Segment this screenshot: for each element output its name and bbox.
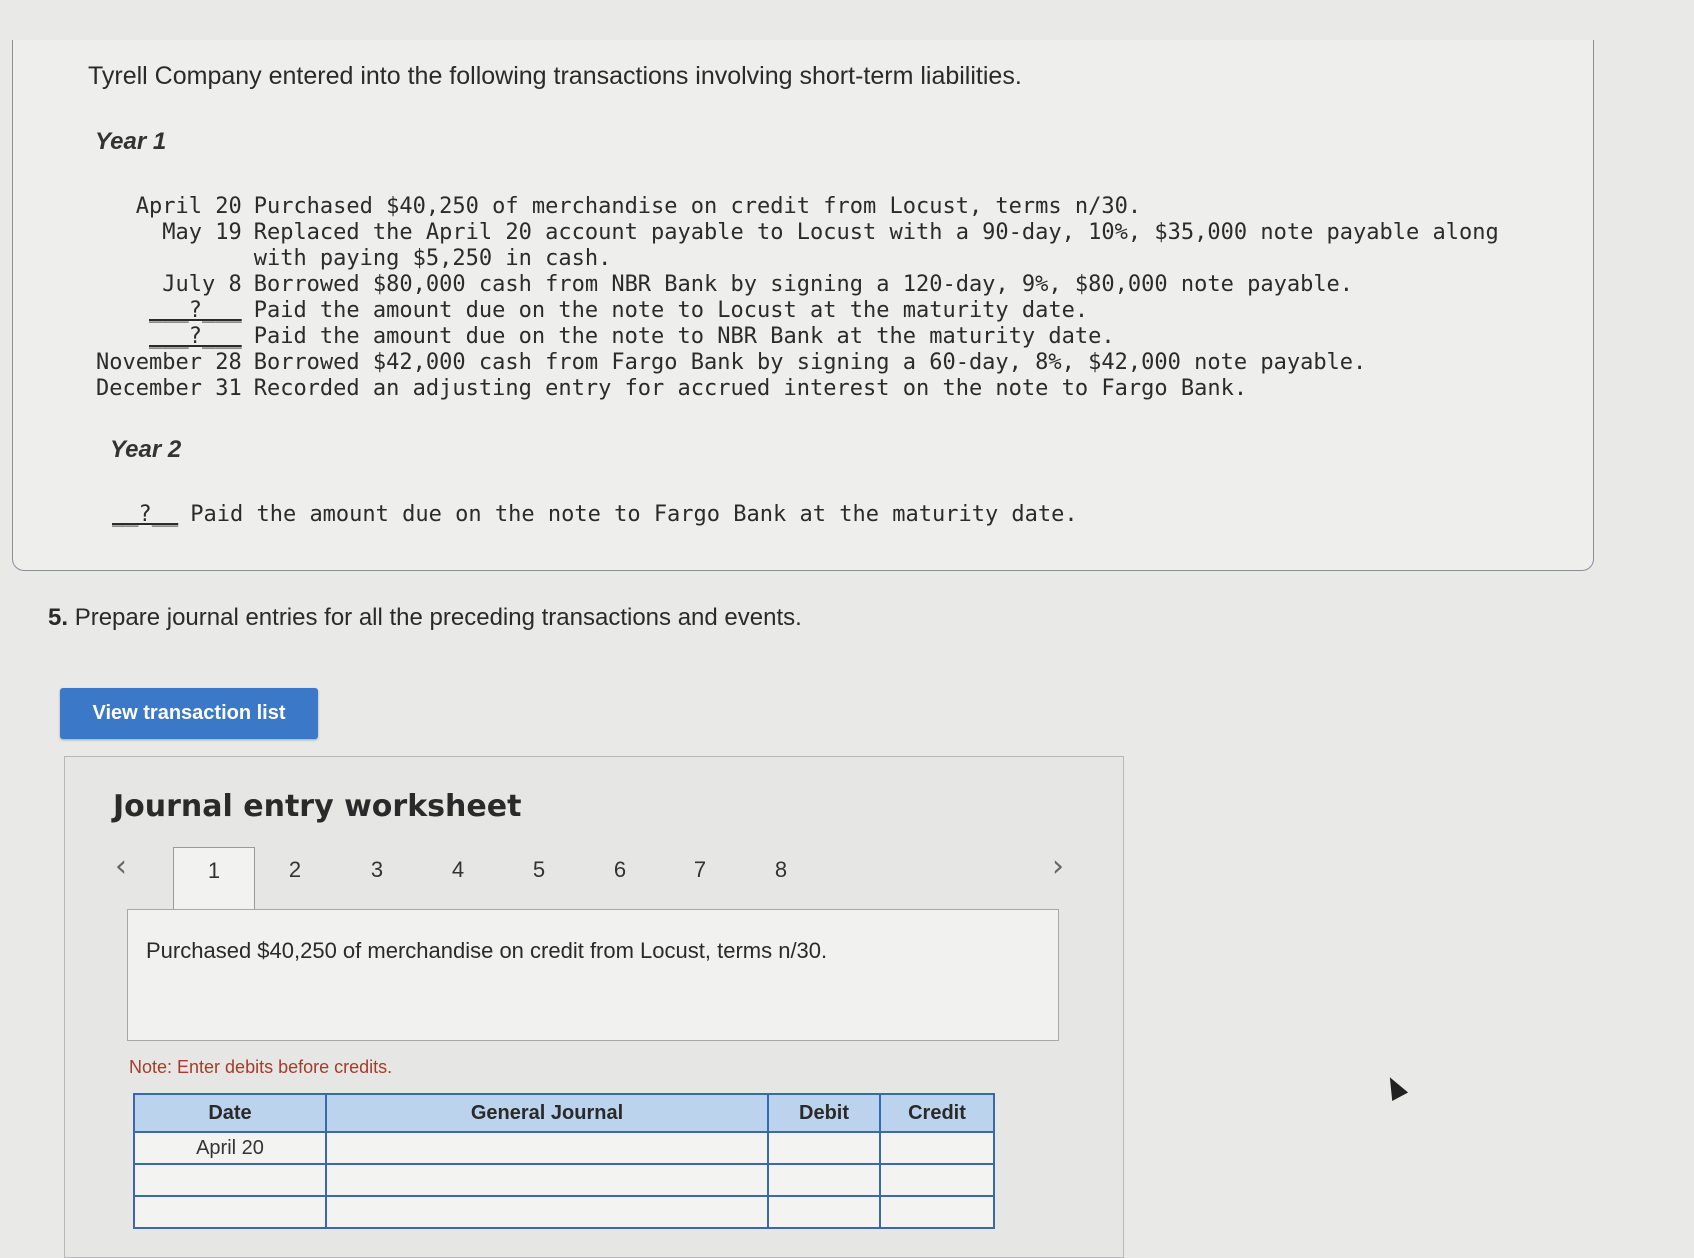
credit-field[interactable] bbox=[881, 1197, 993, 1227]
journal-date-cell[interactable]: April 20 bbox=[134, 1132, 326, 1164]
debit-field[interactable] bbox=[769, 1133, 879, 1163]
transaction-row bbox=[96, 298, 1499, 324]
transaction-description: Paid the amount due on the note to Fargo Bank at the maturity date. bbox=[190, 502, 1078, 527]
transaction-row bbox=[96, 350, 1499, 376]
account-field[interactable] bbox=[327, 1165, 767, 1195]
transaction-description-panel bbox=[127, 909, 1059, 1041]
debit-field[interactable] bbox=[769, 1165, 879, 1195]
account-field[interactable] bbox=[327, 1133, 767, 1163]
transaction-date: May 19 bbox=[162, 220, 242, 245]
account-select[interactable] bbox=[326, 1196, 768, 1228]
year-1-label: Year 1 bbox=[95, 128, 167, 155]
transaction-date-blank: ___?___ bbox=[148, 298, 242, 323]
chevron-right-icon[interactable]: › bbox=[1052, 849, 1064, 884]
transaction-description: Replaced the April 20 account payable to Locust with a 90-day, 10%, $35,000 note payable along with paying $5,250 in cash. bbox=[253, 220, 1499, 271]
transaction-description: Purchased $40,250 of merchandise on credit from Locust, terms n/30. bbox=[253, 194, 1142, 219]
transaction-row bbox=[96, 194, 1499, 220]
account-select[interactable] bbox=[326, 1164, 768, 1196]
credit-field[interactable] bbox=[881, 1133, 993, 1163]
year-2-label: Year 2 bbox=[110, 436, 182, 463]
credit-field[interactable] bbox=[881, 1165, 993, 1195]
transaction-row bbox=[112, 502, 1078, 528]
debit-input[interactable] bbox=[768, 1132, 880, 1164]
question-text: Prepare journal entries for all the preceding transactions and events. bbox=[74, 604, 802, 631]
transaction-row bbox=[96, 376, 1499, 402]
mouse-cursor-icon bbox=[1382, 1073, 1408, 1101]
journal-row bbox=[134, 1164, 994, 1196]
entry-note: Note: Enter debits before credits. bbox=[129, 1057, 393, 1077]
question-number: 5. bbox=[48, 604, 69, 631]
transaction-date: December 31 bbox=[96, 376, 242, 401]
transaction-date-blank: ___?___ bbox=[148, 324, 242, 349]
transaction-description: Paid the amount due on the note to NBR Bank at the maturity date. bbox=[253, 324, 1115, 349]
journal-entry-worksheet bbox=[64, 756, 1124, 1258]
question-prompt bbox=[48, 604, 802, 632]
date-column-header: Date bbox=[134, 1094, 326, 1132]
account-select[interactable] bbox=[326, 1132, 768, 1164]
credit-column-header: Credit bbox=[880, 1094, 994, 1132]
tab-6[interactable]: 6 bbox=[613, 857, 627, 882]
journal-table bbox=[133, 1093, 995, 1229]
chevron-left-icon[interactable]: ‹ bbox=[115, 849, 127, 884]
transaction-row bbox=[96, 220, 1499, 272]
problem-intro: Tyrell Company entered into the following transactions involving short-term liabilities. bbox=[88, 62, 1022, 90]
transaction-row bbox=[96, 272, 1499, 298]
tab-1[interactable]: 1 bbox=[173, 847, 255, 912]
credit-input[interactable] bbox=[880, 1132, 994, 1164]
transaction-description: Recorded an adjusting entry for accrued interest on the note to Fargo Bank. bbox=[253, 376, 1248, 401]
debit-column-header: Debit bbox=[768, 1094, 880, 1132]
journal-date-cell[interactable] bbox=[134, 1196, 326, 1228]
tab-2[interactable]: 2 bbox=[288, 857, 302, 882]
credit-input[interactable] bbox=[880, 1196, 994, 1228]
year-2-transactions bbox=[112, 502, 1078, 528]
journal-date-cell[interactable] bbox=[134, 1164, 326, 1196]
general-journal-column-header: General Journal bbox=[326, 1094, 768, 1132]
transaction-date: November 28 bbox=[96, 350, 242, 375]
tab-3[interactable]: 3 bbox=[370, 857, 384, 882]
tab-4[interactable]: 4 bbox=[451, 857, 465, 882]
transaction-description: Borrowed $80,000 cash from NBR Bank by signing a 120-day, 9%, $80,000 note payable. bbox=[253, 272, 1354, 297]
journal-header-row bbox=[134, 1094, 994, 1132]
account-field[interactable] bbox=[327, 1197, 767, 1227]
tab-8[interactable]: 8 bbox=[774, 857, 788, 882]
transaction-description: Borrowed $42,000 cash from Fargo Bank by signing a 60-day, 8%, $42,000 note payable. bbox=[253, 350, 1367, 375]
worksheet-title: Journal entry worksheet bbox=[113, 789, 522, 824]
debit-input[interactable] bbox=[768, 1164, 880, 1196]
journal-row bbox=[134, 1196, 994, 1228]
transaction-date: April 20 bbox=[135, 194, 242, 219]
debit-field[interactable] bbox=[769, 1197, 879, 1227]
transaction-row bbox=[96, 324, 1499, 350]
tab-5[interactable]: 5 bbox=[532, 857, 546, 882]
transaction-description-text: Purchased $40,250 of merchandise on credit from Locust, terms n/30. bbox=[146, 938, 828, 963]
credit-input[interactable] bbox=[880, 1164, 994, 1196]
year-1-transactions bbox=[96, 194, 1499, 402]
debit-input[interactable] bbox=[768, 1196, 880, 1228]
transaction-date-blank: __?__ bbox=[112, 502, 179, 527]
transaction-date: July 8 bbox=[162, 272, 242, 297]
transaction-description: Paid the amount due on the note to Locust at the maturity date. bbox=[253, 298, 1089, 323]
journal-row bbox=[134, 1132, 994, 1164]
tab-7[interactable]: 7 bbox=[693, 857, 707, 882]
view-transaction-list-button[interactable]: View transaction list bbox=[60, 688, 318, 739]
